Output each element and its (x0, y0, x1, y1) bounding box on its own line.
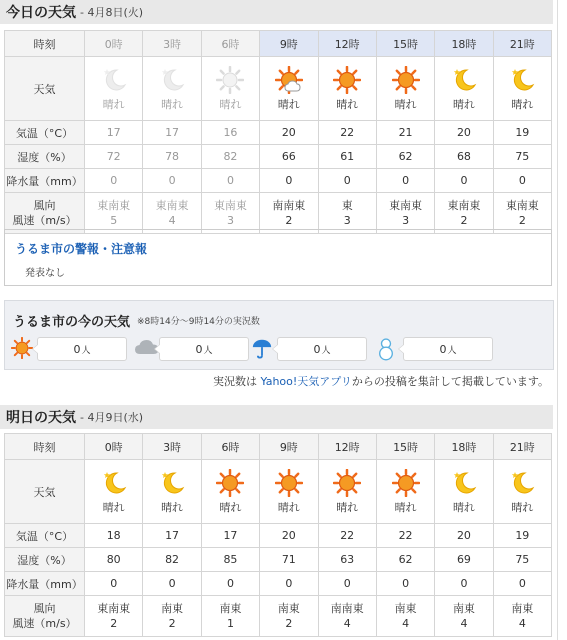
sun-icon (260, 469, 317, 497)
report-count (277, 337, 367, 361)
precipitation-cell: 0 (493, 169, 551, 193)
moon-clear-icon (494, 469, 551, 497)
wind-cell (260, 596, 318, 637)
wind-row-label (5, 193, 85, 234)
humidity-row-label: 湿度（%） (5, 145, 85, 169)
weather-cell (376, 57, 434, 121)
time-row-label: 時刻 (5, 31, 85, 57)
sidebar-edge (557, 0, 567, 640)
wind-speed: 5 (110, 214, 118, 227)
time-cell: 3時 (143, 434, 201, 460)
temperature-cell: 19 (493, 121, 551, 145)
humidity-cell: 78 (143, 145, 201, 169)
wind-speed: 4 (343, 617, 351, 630)
precipitation-cell: 0 (143, 169, 201, 193)
wind-speed: 2 (285, 617, 293, 630)
count-unit: 人 (203, 345, 213, 356)
humidity-cell: 85 (201, 548, 259, 572)
wind-speed: 2 (285, 214, 293, 227)
temperature-cell: 17 (201, 524, 259, 548)
time-cell: 0時 (85, 31, 143, 57)
humidity-cell: 82 (143, 548, 201, 572)
weather-label: 晴れ (277, 97, 300, 111)
count-unit: 人 (321, 345, 331, 356)
report-count (159, 337, 249, 361)
moon-clear-icon (143, 66, 200, 94)
wind-cell (201, 193, 259, 234)
precipitation-cell: 0 (201, 572, 259, 596)
humidity-cell: 68 (435, 145, 493, 169)
weather-label: 晴れ (336, 97, 359, 111)
weather-cell (376, 460, 434, 524)
credit-prefix: 実況数は (213, 375, 261, 388)
humidity-cell: 71 (260, 548, 318, 572)
weather-label: 晴れ (161, 97, 184, 111)
alert-title-link[interactable]: うるま市の警報・注意報 (15, 242, 148, 256)
wind-cell (435, 193, 493, 234)
weather-label: 晴れ (102, 500, 125, 514)
precipitation-cell: 0 (260, 572, 318, 596)
temperature-cell: 17 (85, 121, 143, 145)
weather-label: 晴れ (161, 500, 184, 514)
count-value: 0 (73, 342, 81, 356)
moon-clear-icon (435, 66, 492, 94)
weather-cell (85, 57, 143, 121)
weather-label: 晴れ (102, 97, 125, 111)
credit-line (213, 373, 549, 389)
weather-cell (260, 57, 318, 121)
precipitation-cell: 0 (376, 169, 434, 193)
temperature-cell: 16 (201, 121, 259, 145)
sun-icon (319, 66, 376, 94)
current-weather-title: うるま市の今の天気 (13, 315, 131, 330)
precipitation-cell: 0 (435, 169, 493, 193)
precipitation-cell: 0 (435, 572, 493, 596)
wind-direction: 南南東 (330, 602, 364, 615)
sun-icon (202, 469, 259, 497)
weather-label: 晴れ (452, 97, 475, 111)
precipitation-cell: 0 (201, 169, 259, 193)
moon-clear-icon (85, 469, 142, 497)
wind-speed: 1 (226, 617, 234, 630)
time-cell: 9時 (260, 31, 318, 57)
weather-cell (435, 460, 493, 524)
weather-label: 晴れ (394, 500, 417, 514)
humidity-cell: 69 (435, 548, 493, 572)
humidity-row-label: 湿度（%） (5, 548, 85, 572)
weather-label: 晴れ (511, 97, 534, 111)
precipitation-cell: 0 (260, 169, 318, 193)
time-cell: 3時 (143, 31, 201, 57)
wind-cell (201, 596, 259, 637)
current-weather-note: ※8時14分～9時14分の実況数 (137, 317, 260, 327)
time-cell: 9時 (260, 434, 318, 460)
wind-cell (376, 193, 434, 234)
precipitation-row-label: 降水量（mm） (5, 169, 85, 193)
weather-label: 晴れ (511, 500, 534, 514)
temperature-cell: 20 (260, 121, 318, 145)
time-cell: 18時 (435, 434, 493, 460)
wind-cell (493, 193, 551, 234)
wind-cell (435, 596, 493, 637)
weather-label: 晴れ (394, 97, 417, 111)
count-unit: 人 (447, 345, 457, 356)
wind-direction: 南東 (511, 602, 534, 615)
wind-direction: 東南東 (213, 199, 247, 212)
wind-speed: 2 (518, 214, 526, 227)
today-title: 今日の天気 (6, 5, 76, 21)
wind-speed: 2 (460, 214, 468, 227)
humidity-cell: 61 (318, 145, 376, 169)
wind-direction: 東南東 (389, 199, 423, 212)
temperature-cell: 22 (376, 524, 434, 548)
alert-box (4, 229, 552, 286)
wind-cell (318, 596, 376, 637)
report-count (37, 337, 127, 361)
wind-dir-label: 風向 (33, 602, 56, 615)
humidity-cell: 66 (260, 145, 318, 169)
wind-speed: 3 (343, 214, 351, 227)
sun-icon (202, 66, 259, 94)
tomorrow-header (0, 405, 553, 429)
wind-direction: 南南東 (272, 199, 306, 212)
wind-speed: 3 (226, 214, 234, 227)
time-cell: 6時 (201, 434, 259, 460)
wind-direction: 東南東 (155, 199, 189, 212)
time-cell: 21時 (493, 31, 551, 57)
precipitation-cell: 0 (376, 572, 434, 596)
time-cell: 12時 (318, 434, 376, 460)
alert-text: 発表なし (25, 268, 65, 279)
today-header (0, 0, 553, 24)
weather-label: 晴れ (219, 97, 242, 111)
precipitation-row-label: 降水量（mm） (5, 572, 85, 596)
weather-cell (85, 460, 143, 524)
count-value: 0 (439, 342, 447, 356)
temperature-cell: 20 (435, 121, 493, 145)
sun-icon (319, 469, 376, 497)
wind-cell (376, 596, 434, 637)
moon-clear-icon (494, 66, 551, 94)
wind-speed: 2 (168, 617, 176, 630)
yahoo-weather-app-link[interactable]: Yahoo!天気アプリ (260, 375, 352, 388)
wind-cell (318, 193, 376, 234)
today-date: - 4月8日(火) (80, 6, 144, 19)
precipitation-cell: 0 (143, 572, 201, 596)
precipitation-cell: 0 (318, 169, 376, 193)
temperature-cell: 17 (143, 524, 201, 548)
time-cell: 6時 (201, 31, 259, 57)
humidity-cell: 75 (493, 548, 551, 572)
wind-cell (85, 596, 143, 637)
weather-label: 晴れ (219, 500, 242, 514)
wind-speed: 2 (110, 617, 118, 630)
weather-cell (260, 460, 318, 524)
wind-speed: 4 (518, 617, 526, 630)
time-cell: 0時 (85, 434, 143, 460)
wind-direction: 南東 (277, 602, 300, 615)
count-value: 0 (313, 342, 321, 356)
temperature-row-label: 気温（°C） (5, 121, 85, 145)
wind-row-label (5, 596, 85, 637)
tomorrow-date: - 4月9日(水) (80, 411, 144, 424)
humidity-cell: 72 (85, 145, 143, 169)
time-cell: 18時 (435, 31, 493, 57)
temperature-row-label: 気温（°C） (5, 524, 85, 548)
temperature-cell: 18 (85, 524, 143, 548)
weather-cell (143, 460, 201, 524)
wind-speed: 4 (460, 617, 468, 630)
wind-direction: 南東 (394, 602, 417, 615)
wind-direction: 南東 (452, 602, 475, 615)
wind-cell (260, 193, 318, 234)
temperature-cell: 21 (376, 121, 434, 145)
time-cell: 15時 (376, 434, 434, 460)
moon-clear-icon (143, 469, 200, 497)
wind-direction: 東南東 (97, 199, 131, 212)
tomorrow-forecast-table (4, 433, 552, 637)
humidity-cell: 63 (318, 548, 376, 572)
precipitation-cell: 0 (85, 169, 143, 193)
wind-speed-label: 風速（m/s） (12, 617, 77, 630)
sun-icon (377, 469, 434, 497)
time-cell: 15時 (376, 31, 434, 57)
temperature-cell: 20 (260, 524, 318, 548)
weather-cell (318, 460, 376, 524)
wind-direction: 東南東 (505, 199, 539, 212)
tomorrow-title: 明日の天気 (6, 410, 76, 426)
wind-cell (493, 596, 551, 637)
weather-cell (318, 57, 376, 121)
humidity-cell: 82 (201, 145, 259, 169)
wind-direction: 東 (341, 199, 353, 212)
time-cell: 12時 (318, 31, 376, 57)
wind-speed: 3 (402, 214, 410, 227)
wind-direction: 東南東 (97, 602, 131, 615)
umbrella-icon (251, 337, 273, 363)
wind-direction: 東南東 (447, 199, 481, 212)
weather-label: 晴れ (336, 500, 359, 514)
time-cell: 21時 (493, 434, 551, 460)
wind-cell (143, 193, 201, 234)
count-value: 0 (195, 342, 203, 356)
wind-speed: 4 (168, 214, 176, 227)
weather-cell (143, 57, 201, 121)
weather-cell (493, 57, 551, 121)
wind-direction: 南東 (219, 602, 242, 615)
weather-cell (493, 460, 551, 524)
precipitation-cell: 0 (85, 572, 143, 596)
weather-row-label: 天気 (5, 460, 85, 524)
sun-icon (377, 66, 434, 94)
sun-cloud-icon (260, 66, 317, 94)
today-forecast-table (4, 30, 552, 234)
weather-row-label: 天気 (5, 57, 85, 121)
weather-cell (435, 57, 493, 121)
temperature-cell: 17 (143, 121, 201, 145)
wind-speed-label: 風速（m/s） (12, 214, 77, 227)
weather-cell (201, 460, 259, 524)
moon-clear-icon (435, 469, 492, 497)
count-unit: 人 (81, 345, 91, 356)
time-row-label: 時刻 (5, 434, 85, 460)
wind-dir-label: 風向 (33, 199, 56, 212)
wind-direction: 南東 (161, 602, 184, 615)
precipitation-cell: 0 (318, 572, 376, 596)
wind-speed: 4 (402, 617, 410, 630)
humidity-cell: 62 (376, 145, 434, 169)
weather-cell (201, 57, 259, 121)
sun-icon (11, 337, 33, 363)
temperature-cell: 19 (493, 524, 551, 548)
current-weather-box (4, 300, 554, 370)
humidity-cell: 80 (85, 548, 143, 572)
temperature-cell: 22 (318, 524, 376, 548)
temperature-cell: 20 (435, 524, 493, 548)
weather-label: 晴れ (452, 500, 475, 514)
humidity-cell: 75 (493, 145, 551, 169)
moon-clear-icon (85, 66, 142, 94)
precipitation-cell: 0 (493, 572, 551, 596)
wind-cell (143, 596, 201, 637)
wind-cell (85, 193, 143, 234)
snowman-icon (377, 337, 395, 365)
humidity-cell: 62 (376, 548, 434, 572)
credit-suffix: からの投稿を集計して掲載しています。 (351, 375, 549, 388)
report-count (403, 337, 493, 361)
weather-label: 晴れ (277, 500, 300, 514)
temperature-cell: 22 (318, 121, 376, 145)
